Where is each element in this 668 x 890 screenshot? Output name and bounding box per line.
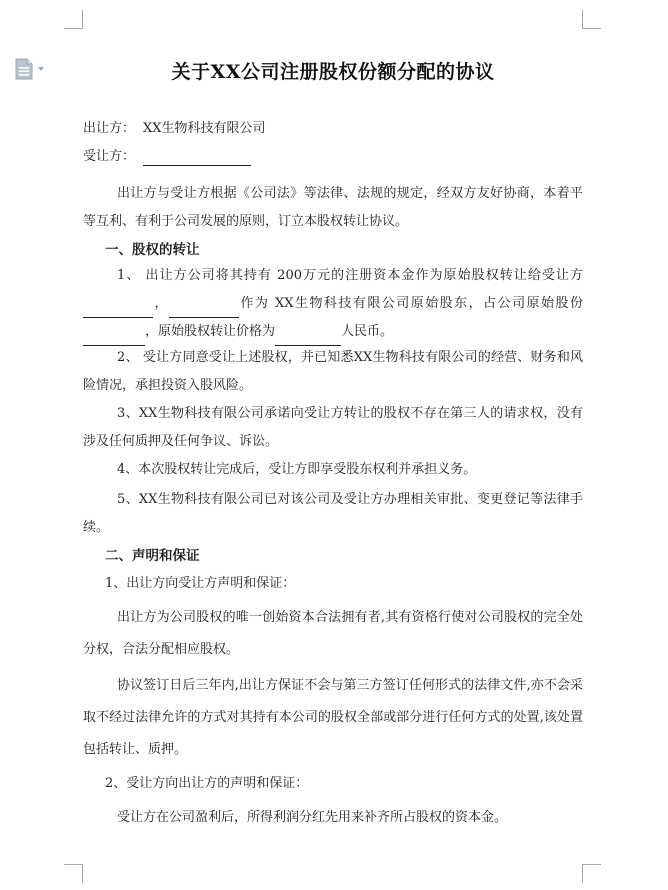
transferor-line (83, 120, 266, 138)
clause-1-text-b: ， (153, 296, 169, 311)
document-icon (14, 58, 34, 80)
transferee-line (83, 148, 251, 166)
clause-1-text-a: 1、 出让方公司将其持有 200万元的注册资本金作为原始股权转让给受让方 (117, 268, 583, 283)
section-1-heading: 一、股权的转让 (105, 242, 200, 258)
section-2-item-1: 1、出让方向受让方声明和保证： (105, 576, 296, 591)
clause-4: 4、本次股权转让完成后，受让方即享受股东权利并承担义务。 (117, 462, 477, 477)
clause-2: 2、 受让方同意受让上述股权，并已知悉XX生物科技有限公司的经营、财务和风险情况，承担投资入股风险。 (83, 350, 583, 393)
transferee-blank (143, 149, 251, 166)
transferor-value: XX生物科技有限公司 (143, 121, 266, 136)
intro-paragraph: 出让方与受让方根据《公司法》等法律、法规的规定，经双方友好协商，本着平等互利、有利于公司发展的原则，订立本股权转让协议。 (83, 186, 583, 229)
transferee-label: 受让方： (83, 149, 136, 164)
clause-3: 3、XX生物科技有限公司承诺向受让方转让的股权不存在第三人的请求权，没有涉及任何质押及任何争议、诉讼。 (83, 406, 583, 449)
section-2-paragraph-1: 出让方为公司股权的唯一创始资本合法拥有者,其有资格行使对公司股权的完全处分权，合法分配相应股权。 (83, 610, 583, 657)
crop-mark-top-left (64, 10, 83, 29)
clause-1-text-d: ，原始股权转让价格为 (145, 324, 276, 339)
document-page (83, 52, 583, 825)
transferor-label: 出让方： (83, 121, 136, 136)
section-2-heading: 二、声明和保证 (105, 548, 200, 564)
clause-1 (83, 262, 583, 346)
clause-5: 5、XX生物科技有限公司已对该公司及受让方办理相关审批、变更登记等法律手续。 (83, 492, 583, 535)
section-2-paragraph-3: 受让方在公司盈利后，所得利润分红先用来补齐所占股权的资本金。 (117, 810, 508, 825)
crop-mark-bottom-left (64, 864, 83, 883)
clause-1-text-c: 作为 XX生物科技有限公司原始股东，占公司原始股份 (238, 296, 583, 311)
clause-1-text-e: 人民币。 (341, 324, 394, 339)
clause-1-blank-1 (83, 299, 153, 318)
document-title: 关于XX公司注册股权份额分配的协议 (171, 61, 495, 83)
section-2-item-2: 2、受让方向出让方的声明和保证： (105, 776, 309, 791)
crop-mark-bottom-right (582, 864, 601, 883)
clause-1-blank-2 (169, 299, 239, 318)
crop-mark-top-right (582, 10, 601, 29)
document-menu-button[interactable] (14, 58, 44, 80)
chevron-down-icon (38, 67, 44, 71)
section-2-paragraph-2: 协议签订日后三年内,出让方保证不会与第三方签订任何形式的法律文件,亦不会采取不经过法律允许的方式对其持有本公司的股权全部或部分进行任何方式的处置,该处置包括转让、质押。 (83, 678, 583, 757)
